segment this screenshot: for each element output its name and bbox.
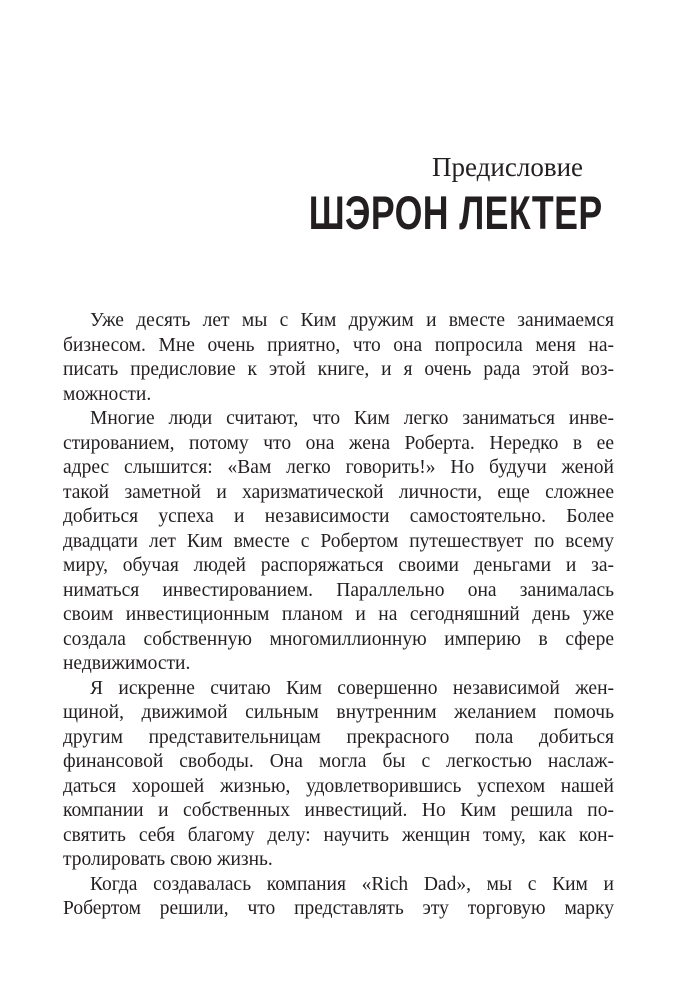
- text-line: адрес слышится: «Вам легко говорить!» Но будучи женой: [63, 457, 614, 478]
- paragraph: [63, 309, 614, 407]
- text-line: бизнесом. Мне очень приятно, что она попросила меня на-: [63, 334, 614, 356]
- text-line: Я искренне считаю Ким совершенно независимой жен-: [90, 677, 614, 699]
- text-line: можности.: [63, 383, 152, 405]
- text-line: Когда создавалась компания «Rich Dad», мы с Ким и: [90, 873, 614, 895]
- text-line: добиться успеха и независимости самостоятельно. Более: [63, 506, 614, 527]
- text-line: тролировать свою жизнь.: [63, 849, 273, 870]
- text-line: ниматься инвестированием. Параллельно она занималась: [63, 579, 614, 601]
- text-line: стированием, потому что она жена Роберта. Нередко в ее: [63, 432, 614, 454]
- text-line: Уже десять лет мы с Ким дружим и вместе занимаемся: [90, 310, 614, 331]
- text-line: Многие люди считают, что Ким легко заниматься инве-: [90, 408, 614, 429]
- text-line: своим инвестиционным планом и на сегодняшний день уже: [63, 604, 614, 625]
- paragraph: [63, 873, 614, 922]
- text-line: финансовой свободы. Она могла бы с легкостью наслаж-: [63, 751, 614, 772]
- text-line: недвижимости.: [63, 653, 191, 674]
- text-line: даться хорошей жизнью, удовлетворившись успехом нашей: [63, 775, 614, 797]
- text-line: щиной, движимой сильным внутренним желанием помочь: [63, 702, 614, 723]
- text-line: святить себя благому делу: научить женщин тому, как кон-: [63, 824, 614, 846]
- chapter-subtitle: Предисловие: [432, 152, 583, 182]
- text-line: другим представительницам прекрасного пола добиться: [63, 726, 614, 748]
- text-line: двадцати лет Ким вместе с Робертом путешествует по всему: [63, 530, 614, 552]
- text-line: создала собственную многомиллионную империю в сфере: [63, 628, 614, 650]
- paragraph: [63, 677, 614, 873]
- text-line: компании и собственных инвестиций. Но Ким решила по-: [63, 800, 614, 821]
- text-line: писать предисловие к этой книге, и я очень рада этой воз-: [63, 359, 614, 380]
- text-line: такой заметной и харизматической личности, еще сложнее: [63, 481, 614, 503]
- text-line: Робертом решили, что представлять эту торговую марку: [63, 898, 614, 919]
- chapter-title: ШЭРОН ЛЕКТЕР: [309, 186, 603, 239]
- text-line: миру, обучая людей распоряжаться своими деньгами и за-: [63, 555, 614, 576]
- paragraph: [63, 407, 614, 677]
- body-text: [63, 309, 614, 922]
